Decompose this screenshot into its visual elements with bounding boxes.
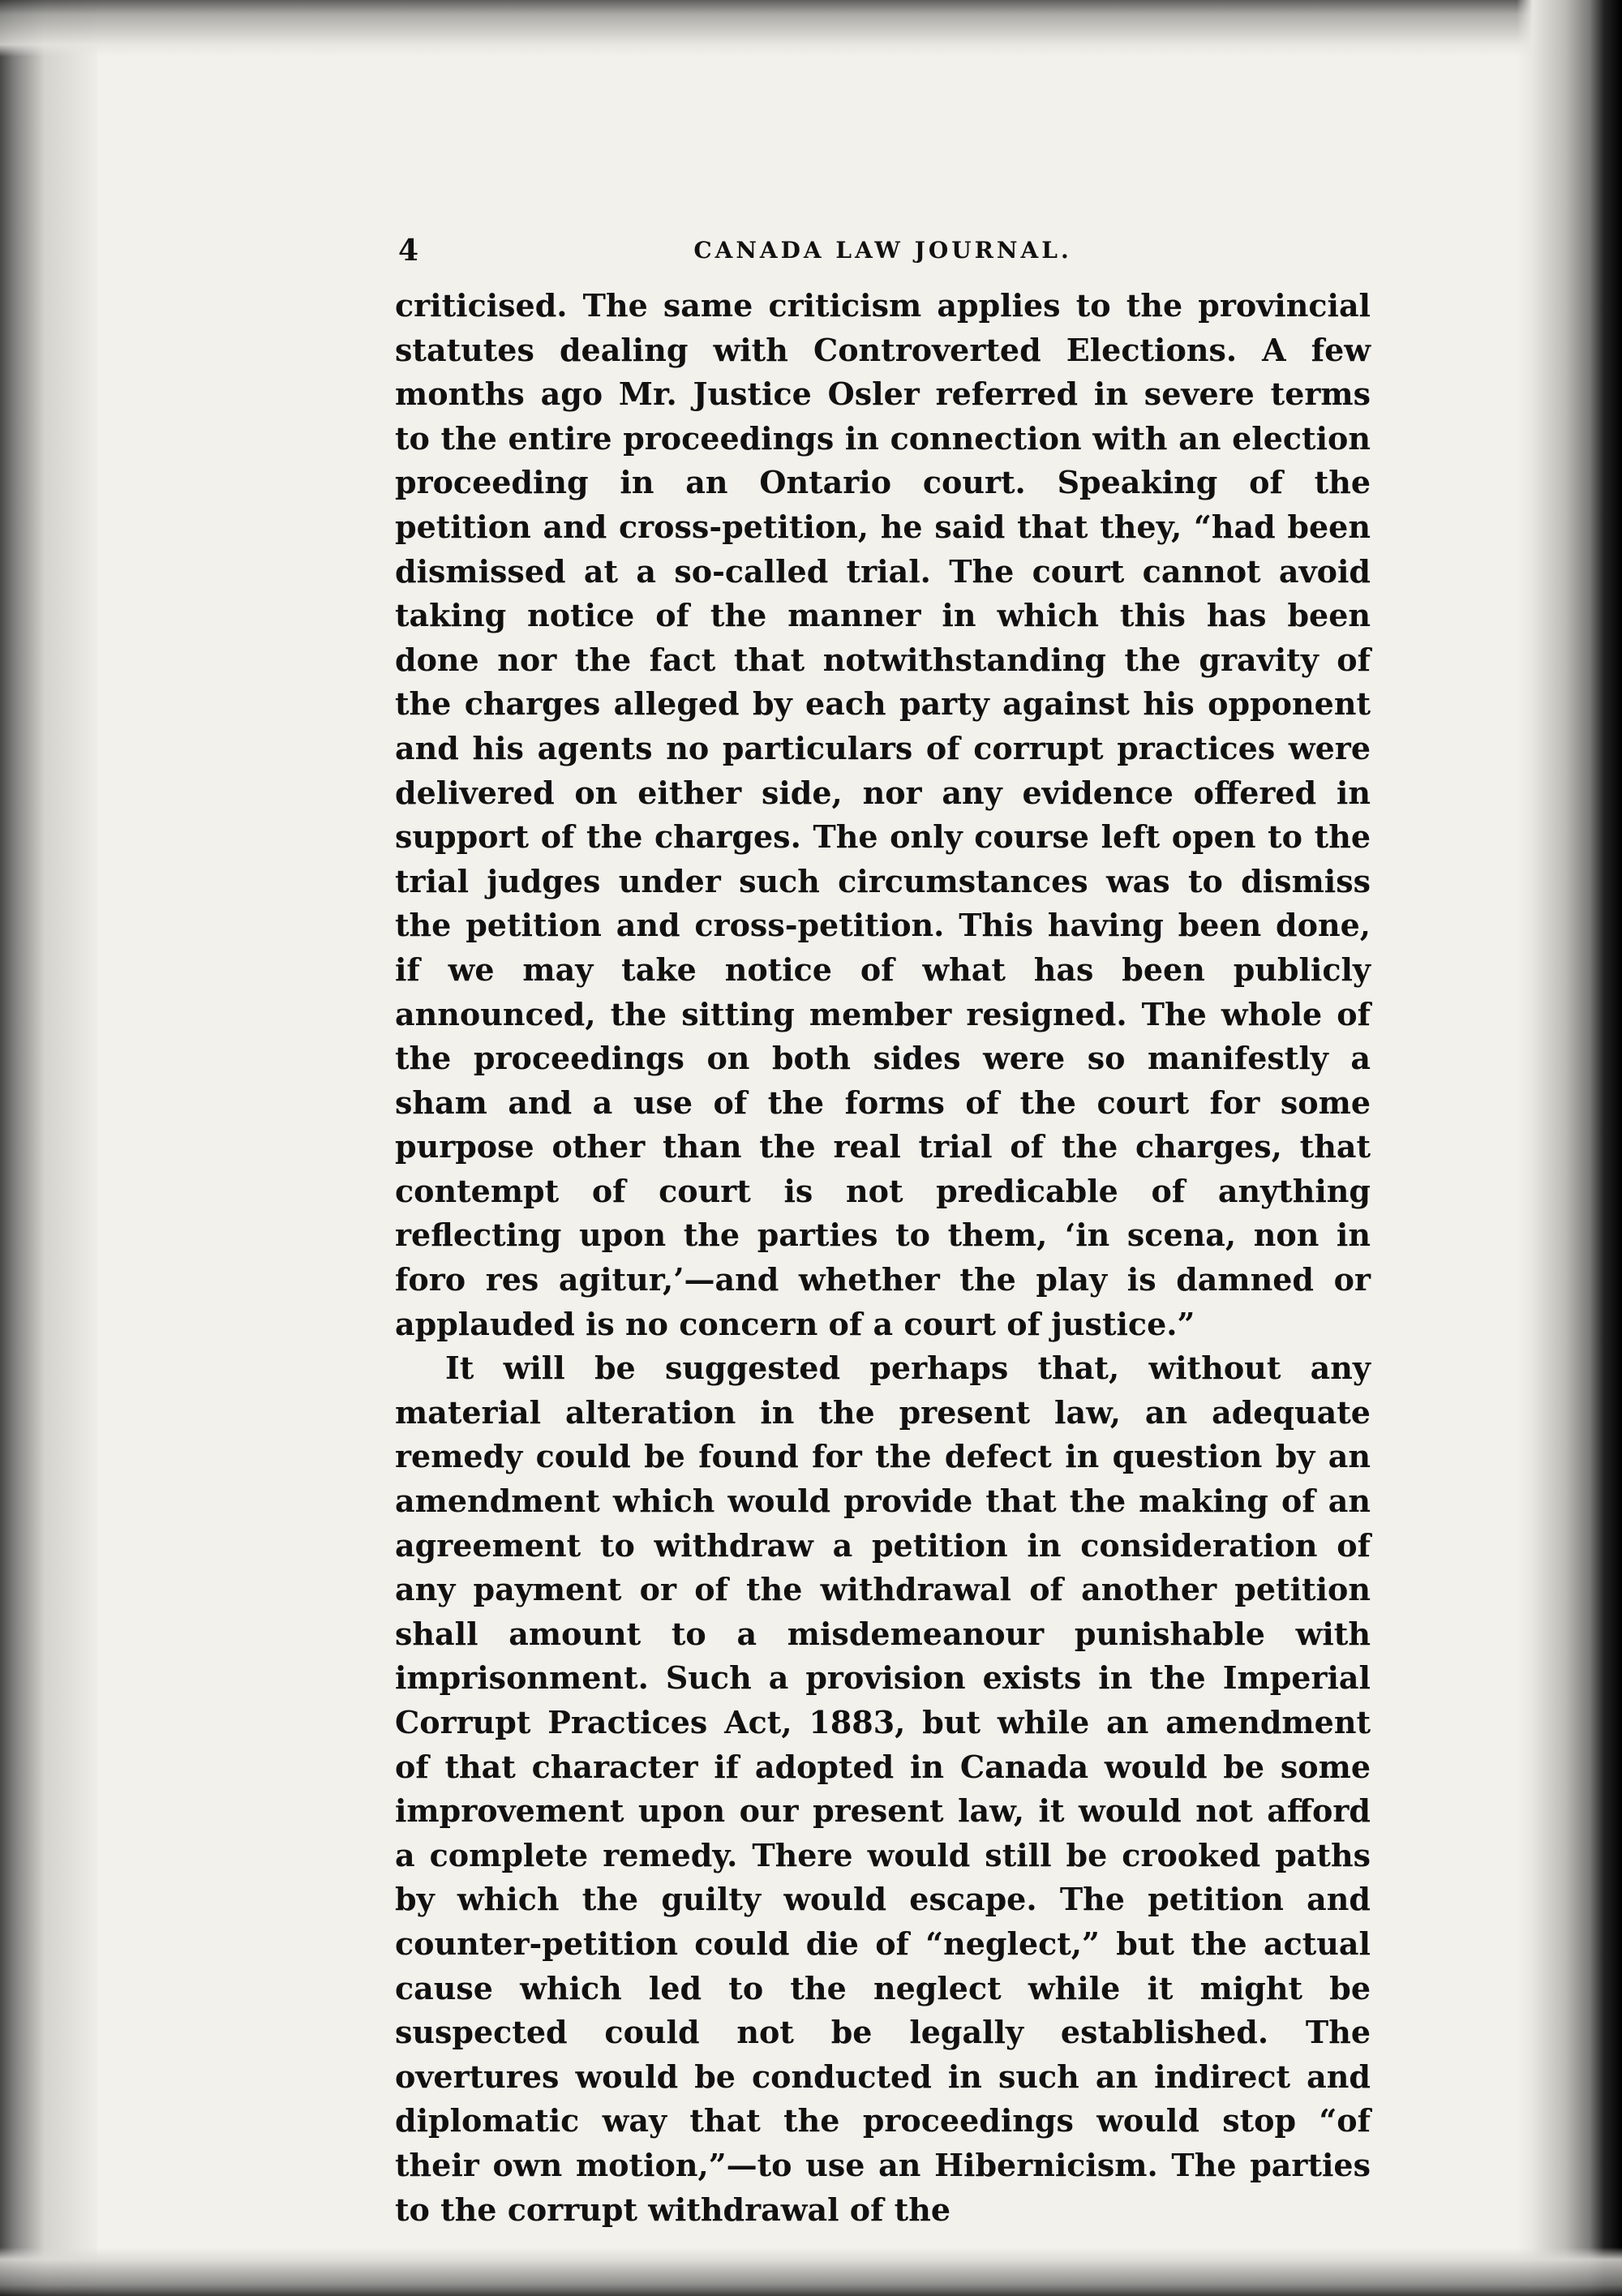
scan-edge-bottom <box>0 2247 1622 2296</box>
scan-edge-left <box>0 0 97 2296</box>
paragraph: It will be suggested perhaps that, without any material alteration in the present law, an adequate remedy could be found for the defect in question by an amendment which would provide that the making of an agreement to withdraw a petition in consideration of any payment or of the withdrawal of another petition shall amount to a misdemeanour punishable with imprisonment. Such a provision exists in the Imperial Corrupt Practices Act, 1883, but while an amendment of that character if adopted in Canada would be some improvement upon our present law, it would not afford a complete remedy. There would still be crooked paths by which the guilty would escape. The petition and counter-petition could die of “neglect,” but the actual cause which led to the neglect while it might be suspected could not be legally established. The overtures would be conducted in such an indirect and diplomatic way that the proceedings would stop “of their own motion,”—to use an Hibernicism. The parties to the corrupt withdrawal of the <box>395 1350 1371 2228</box>
scan-edge-top <box>0 0 1622 57</box>
scan-edge-right <box>1517 0 1622 2296</box>
page-content <box>395 227 1371 2232</box>
paragraph-continued: criticised. The same criticism applies to the provincial statutes dealing with Controverted Elections. A few months ago Mr. Justice Osler referred in severe terms to the entire proceedings in connection with an election proceeding in an Ontario court. Speaking of the petition and cross-petition, he said that they, “had been dismissed at a so-called trial. The court cannot avoid taking notice of the manner in which this has been done nor the fact that notwithstanding the gravity of the charges alleged by each party against his opponent and his agents no particulars of corrupt practices were delivered on either side, nor any evidence offered in support of the charges. The only course left open to the trial judges under such circumstances was to dismiss the petition and cross-petition. This having been done, if we may take notice of what has been publicly announced, the sitting member resigned. The whole of the proceedings on both sides were so manifestly a sham and a use of the forms of the court for some purpose other than the real trial of the charges, that contempt of court is not predicable of anything reflecting upon the parties to them, ‘in scena, non in foro res agitur,’—and whether the play is damned or applauded is no concern of a court of justice.” <box>395 287 1371 1342</box>
body-text <box>395 284 1371 2232</box>
page-number: 4 <box>398 234 419 268</box>
running-head <box>395 227 1371 276</box>
journal-title: CANADA LAW JOURNAL. <box>693 237 1072 264</box>
